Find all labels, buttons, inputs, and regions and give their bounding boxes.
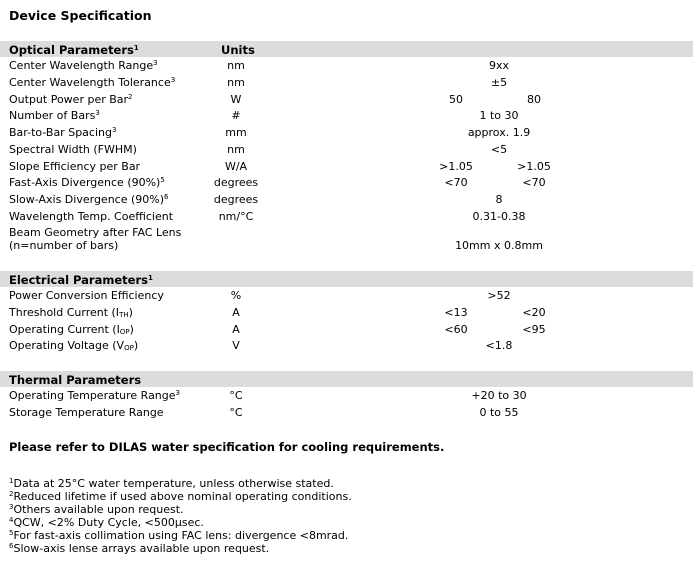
- optical-section-header: [0, 41, 693, 57]
- param-label: [9, 339, 138, 352]
- optical-header-label: [9, 43, 139, 57]
- param-value-1: <70: [444, 176, 468, 190]
- param-label-text: Operating Voltage (V: [9, 339, 125, 353]
- footnotes: [9, 477, 352, 555]
- param-value: <1.8: [485, 339, 513, 353]
- param-label-text: Slow-Axis Divergence (90%): [9, 193, 165, 206]
- electrical-section-header: [0, 271, 693, 287]
- footnote-number: 1: [9, 477, 14, 485]
- param-value: approx. 1.9: [467, 126, 531, 139]
- param-value-2: >1.05: [517, 159, 551, 173]
- param-label-sup: 3: [170, 75, 176, 84]
- footnote-number: 2: [9, 490, 14, 498]
- footnote-text: Data at 25°C water temperature, unless otherwise stated.: [13, 477, 334, 490]
- param-label-sup: 3: [153, 59, 158, 67]
- footnote: [9, 516, 352, 529]
- footnote-number: 6: [9, 542, 14, 550]
- param-label-text: Wavelength Temp. Coefficient: [9, 209, 174, 223]
- thermal-header-label: Thermal Parameters: [9, 373, 142, 387]
- param-label: [9, 289, 164, 302]
- units-header: Units: [221, 43, 255, 57]
- optical-row: [0, 159, 693, 176]
- param-value-1: >1.05: [439, 159, 473, 173]
- param-label-text: Output Power per Bar: [9, 92, 129, 106]
- param-label: [9, 93, 133, 106]
- param-label-text: Operating Current (I: [9, 322, 120, 336]
- param-label-end: ): [133, 339, 139, 353]
- beam-geometry-label-line1: Beam Geometry after FAC Lens: [9, 226, 182, 239]
- param-label-text: Storage Temperature Range: [9, 405, 164, 419]
- param-label-text: Power Conversion Efficiency: [9, 289, 164, 302]
- param-label-sup: 3: [111, 126, 117, 134]
- electrical-row: [0, 322, 693, 339]
- param-label: [9, 306, 133, 319]
- param-label: [9, 160, 140, 173]
- param-value-1: <60: [444, 322, 468, 336]
- param-value-2: <70: [522, 176, 546, 190]
- param-value-2: 80: [527, 92, 541, 106]
- param-unit: degrees: [213, 193, 259, 206]
- footnote-number: 3: [9, 503, 14, 511]
- param-value: 0.31-0.38: [472, 209, 526, 223]
- electrical-header-sup: 1: [147, 274, 153, 282]
- param-label: [9, 193, 168, 206]
- optical-row: [0, 209, 693, 226]
- param-value: ±5: [490, 75, 508, 89]
- param-label-sup: 3: [175, 389, 180, 397]
- param-label: [9, 76, 175, 89]
- footnote-text: QCW, <2% Duty Cycle, <500µsec.: [13, 516, 204, 529]
- thermal-row: [0, 388, 693, 405]
- footnote: [9, 503, 352, 516]
- param-label: [9, 143, 137, 156]
- param-unit: nm: [227, 59, 245, 72]
- param-label: [9, 210, 173, 223]
- param-label-sub: OP: [124, 344, 134, 353]
- param-value-1: 50: [449, 92, 463, 106]
- param-label-text: Center Wavelength Tolerance: [9, 75, 171, 89]
- param-value: 0 to 55: [479, 405, 519, 419]
- param-label: [9, 176, 165, 189]
- param-label-text: Number of Bars: [9, 109, 96, 123]
- param-unit: W/A: [224, 159, 248, 173]
- param-label-sup: 3: [95, 109, 100, 118]
- thermal-section-header: [0, 371, 693, 387]
- param-unit: W: [230, 92, 242, 106]
- beam-geometry-label-line2: (n=number of bars): [9, 239, 119, 252]
- param-unit: mm: [225, 126, 247, 139]
- footnote: [9, 477, 352, 490]
- param-label-sup: 6: [164, 193, 169, 201]
- electrical-header-label: [9, 273, 153, 287]
- footnote-number: 4: [9, 516, 14, 524]
- param-label-sub: TH: [119, 310, 129, 319]
- footnote-text: Slow-axis lense arrays available upon request.: [13, 542, 270, 555]
- param-label-sub: OP: [119, 327, 130, 336]
- param-value: >52: [487, 289, 511, 302]
- param-value-2: <95: [522, 322, 546, 336]
- param-unit: °C: [229, 389, 243, 402]
- optical-header-text: Optical Parameters: [9, 43, 134, 57]
- param-value: <5: [490, 142, 508, 156]
- footnote-text: Reduced lifetime if used above nominal operating conditions.: [13, 490, 352, 503]
- electrical-row: [0, 288, 693, 305]
- param-label-text: Slope Efficiency per Bar: [9, 159, 141, 173]
- param-label-end: ): [129, 322, 134, 336]
- param-label: [9, 406, 164, 419]
- footnote: [9, 529, 352, 542]
- param-unit: nm/°C: [218, 209, 254, 223]
- param-label-text: Threshold Current (I: [9, 305, 120, 319]
- param-label: [9, 59, 158, 72]
- optical-row: [0, 75, 693, 92]
- optical-row: [0, 58, 693, 75]
- electrical-row: [0, 338, 693, 355]
- optical-row: [0, 192, 693, 209]
- param-label-text: Operating Temperature Range: [9, 389, 176, 402]
- param-unit: A: [232, 322, 240, 336]
- optical-row: [0, 142, 693, 159]
- param-value-2: <20: [522, 305, 546, 319]
- electrical-row: [0, 305, 693, 322]
- footnote-number: 5: [9, 529, 14, 537]
- param-value: 8: [495, 193, 503, 206]
- footnote: [9, 542, 352, 555]
- param-label: [9, 323, 134, 336]
- param-label-end: ): [128, 305, 133, 319]
- param-value: 9xx: [488, 59, 510, 72]
- param-label: [9, 389, 180, 402]
- param-label-text: Bar-to-Bar Spacing: [9, 126, 112, 139]
- param-unit: %: [230, 289, 242, 302]
- footnote-text: Others available upon request.: [13, 503, 184, 516]
- footnote-text: For fast-axis collimation using FAC lens: divergence <8mrad.: [13, 529, 349, 542]
- electrical-header-text: Electrical Parameters: [9, 273, 148, 287]
- param-label-text: Center Wavelength Range: [9, 59, 154, 72]
- param-label-sup: 5: [160, 176, 165, 185]
- param-unit: degrees: [213, 176, 259, 190]
- optical-row: [0, 175, 693, 192]
- param-label-text: Fast-Axis Divergence (90%): [9, 176, 161, 190]
- page-title: Device Specification: [9, 8, 152, 23]
- param-value: +20 to 30: [471, 389, 527, 402]
- param-label-sup: 2: [128, 92, 133, 101]
- optical-row: [0, 108, 693, 125]
- param-unit: #: [231, 109, 241, 123]
- cooling-note: Please refer to DILAS water specification for cooling requirements.: [9, 440, 445, 454]
- param-unit: nm: [227, 75, 245, 89]
- param-label: [9, 109, 100, 122]
- param-unit: °C: [229, 405, 243, 419]
- optical-row: [0, 125, 693, 142]
- beam-geometry-row: [0, 225, 693, 259]
- optical-header-sup: 1: [133, 44, 139, 52]
- thermal-row: [0, 405, 693, 422]
- beam-geometry-value: 10mm x 0.8mm: [455, 239, 543, 252]
- optical-row: [0, 92, 693, 109]
- param-unit: V: [232, 339, 240, 353]
- footnote: [9, 490, 352, 503]
- param-value-1: <13: [444, 305, 468, 319]
- param-unit: nm: [227, 142, 245, 156]
- param-label: [9, 126, 116, 139]
- param-value: 1 to 30: [479, 109, 519, 123]
- param-label-text: Spectral Width (FWHM): [9, 142, 137, 156]
- param-unit: A: [232, 305, 240, 319]
